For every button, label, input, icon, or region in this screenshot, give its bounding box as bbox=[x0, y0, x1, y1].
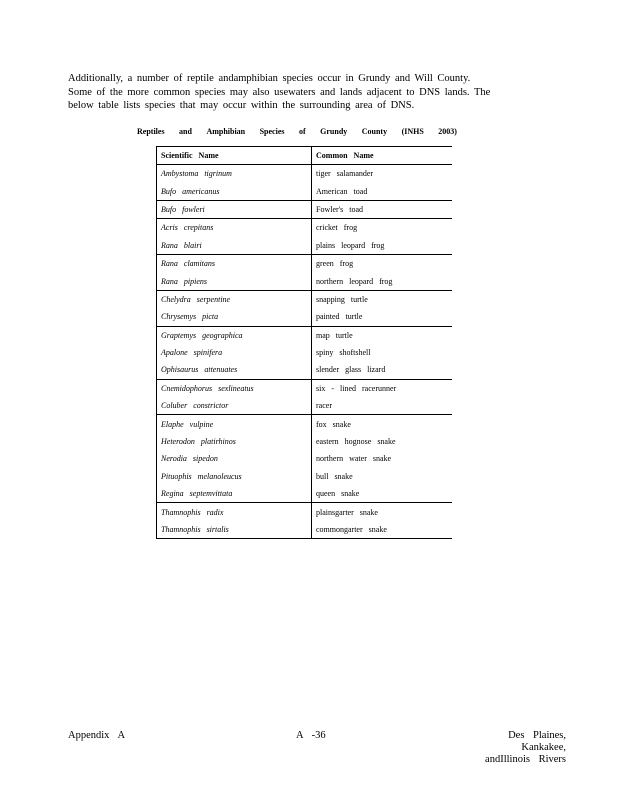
footer-appendix-label: Appendix A bbox=[68, 730, 126, 741]
table-row bbox=[157, 182, 453, 200]
caption-word: 2003) bbox=[438, 127, 457, 136]
table-row bbox=[157, 290, 453, 308]
scientific-name-cell: Ophisaurus attenuates bbox=[157, 361, 312, 379]
common-name-cell: plains leopard frog bbox=[312, 237, 453, 255]
species-table bbox=[156, 146, 452, 539]
caption-word: and bbox=[179, 127, 192, 136]
common-name-cell: queen snake bbox=[312, 485, 453, 503]
common-name-cell: painted turtle bbox=[312, 308, 453, 326]
caption-word: Amphibian bbox=[206, 127, 246, 136]
table-row bbox=[157, 503, 453, 521]
table-row bbox=[157, 415, 453, 433]
header-scientific-name: Scientific Name bbox=[157, 147, 312, 165]
scientific-name-cell: Elaphe vulpine bbox=[157, 415, 312, 433]
common-name-cell: spiny shoftshell bbox=[312, 344, 453, 361]
intro-line-1: Additionally, a number of reptile andamphibian species occur in Grundy and Will County. bbox=[68, 73, 471, 84]
species-table-body bbox=[157, 165, 453, 539]
scientific-name-cell: Bufo americanus bbox=[157, 182, 312, 200]
table-row bbox=[157, 344, 453, 361]
scientific-name-cell: Thamnophis sirtalis bbox=[157, 521, 312, 539]
common-name-cell: snapping turtle bbox=[312, 290, 453, 308]
table-row bbox=[157, 450, 453, 467]
common-name-cell: six - lined racerunner bbox=[312, 379, 453, 397]
scientific-name-cell: Bufo fowleri bbox=[157, 200, 312, 218]
table-header-row bbox=[157, 147, 453, 165]
table-row bbox=[157, 326, 453, 344]
scientific-name-cell: Chelydra serpentine bbox=[157, 290, 312, 308]
table-row bbox=[157, 237, 453, 255]
footer-report-title-line-1: Des Plaines, Kankakee, bbox=[508, 730, 566, 753]
scientific-name-cell: Pituophis melanoleucus bbox=[157, 468, 312, 485]
table-row bbox=[157, 379, 453, 397]
scientific-name-cell: Regina septemvittata bbox=[157, 485, 312, 503]
table-row bbox=[157, 361, 453, 379]
table-row bbox=[157, 397, 453, 415]
scientific-name-cell: Chrysemys picta bbox=[157, 308, 312, 326]
table-row bbox=[157, 308, 453, 326]
header-common-name: Common Name bbox=[312, 147, 453, 165]
scientific-name-cell: Apalone spinifera bbox=[157, 344, 312, 361]
footer-report-title bbox=[462, 730, 566, 766]
scientific-name-cell: Rana pipiens bbox=[157, 272, 312, 290]
caption-word: County bbox=[361, 127, 388, 136]
intro-paragraph bbox=[68, 72, 518, 113]
table-row bbox=[157, 200, 453, 218]
common-name-cell: Fowler's toad bbox=[312, 200, 453, 218]
common-name-cell: commongarter snake bbox=[312, 521, 453, 539]
table-row bbox=[157, 219, 453, 237]
common-name-cell: bull snake bbox=[312, 468, 453, 485]
caption-word: (INHS bbox=[401, 127, 424, 136]
common-name-cell: cricket frog bbox=[312, 219, 453, 237]
footer-report-title-line-2: andIllinois Rivers bbox=[485, 754, 566, 765]
footer-page-number: A -36 bbox=[296, 730, 326, 741]
table-row bbox=[157, 485, 453, 503]
common-name-cell: slender glass lizard bbox=[312, 361, 453, 379]
scientific-name-cell: Cnemidophorus sexlineatus bbox=[157, 379, 312, 397]
table-row bbox=[157, 272, 453, 290]
scientific-name-cell: Ambystoma tigrinum bbox=[157, 165, 312, 183]
common-name-cell: eastern hognose snake bbox=[312, 433, 453, 450]
caption-word: Species bbox=[259, 127, 285, 136]
scientific-name-cell: Heterodon platirhinos bbox=[157, 433, 312, 450]
caption-word: Reptiles bbox=[137, 127, 165, 136]
scientific-name-cell: Acris crepitans bbox=[157, 219, 312, 237]
table-caption bbox=[137, 127, 457, 136]
common-name-cell: tiger salamander bbox=[312, 165, 453, 183]
table-row bbox=[157, 254, 453, 272]
common-name-cell: northern leopard frog bbox=[312, 272, 453, 290]
common-name-cell: American toad bbox=[312, 182, 453, 200]
table-row bbox=[157, 468, 453, 485]
common-name-cell: fox snake bbox=[312, 415, 453, 433]
table-row bbox=[157, 433, 453, 450]
intro-line-2: Some of the more common species may also usewaters and lands adjacent to DNS lands. The bbox=[68, 86, 491, 98]
scientific-name-cell: Coluber constrictor bbox=[157, 397, 312, 415]
common-name-cell: green frog bbox=[312, 254, 453, 272]
scientific-name-cell: Nerodia sipedon bbox=[157, 450, 312, 467]
scientific-name-cell: Rana blairi bbox=[157, 237, 312, 255]
intro-line-3: below table lists species that may occur within the surrounding area of DNS. bbox=[68, 100, 415, 111]
scientific-name-cell: Graptemys geographica bbox=[157, 326, 312, 344]
scientific-name-cell: Rana clamitans bbox=[157, 254, 312, 272]
common-name-cell: racer bbox=[312, 397, 453, 415]
common-name-cell: northern water snake bbox=[312, 450, 453, 467]
caption-word: Grundy bbox=[320, 127, 348, 136]
common-name-cell: map turtle bbox=[312, 326, 453, 344]
scientific-name-cell: Thamnophis radix bbox=[157, 503, 312, 521]
common-name-cell: plainsgarter snake bbox=[312, 503, 453, 521]
table-row bbox=[157, 521, 453, 539]
table-row bbox=[157, 165, 453, 183]
caption-word: of bbox=[298, 127, 306, 136]
